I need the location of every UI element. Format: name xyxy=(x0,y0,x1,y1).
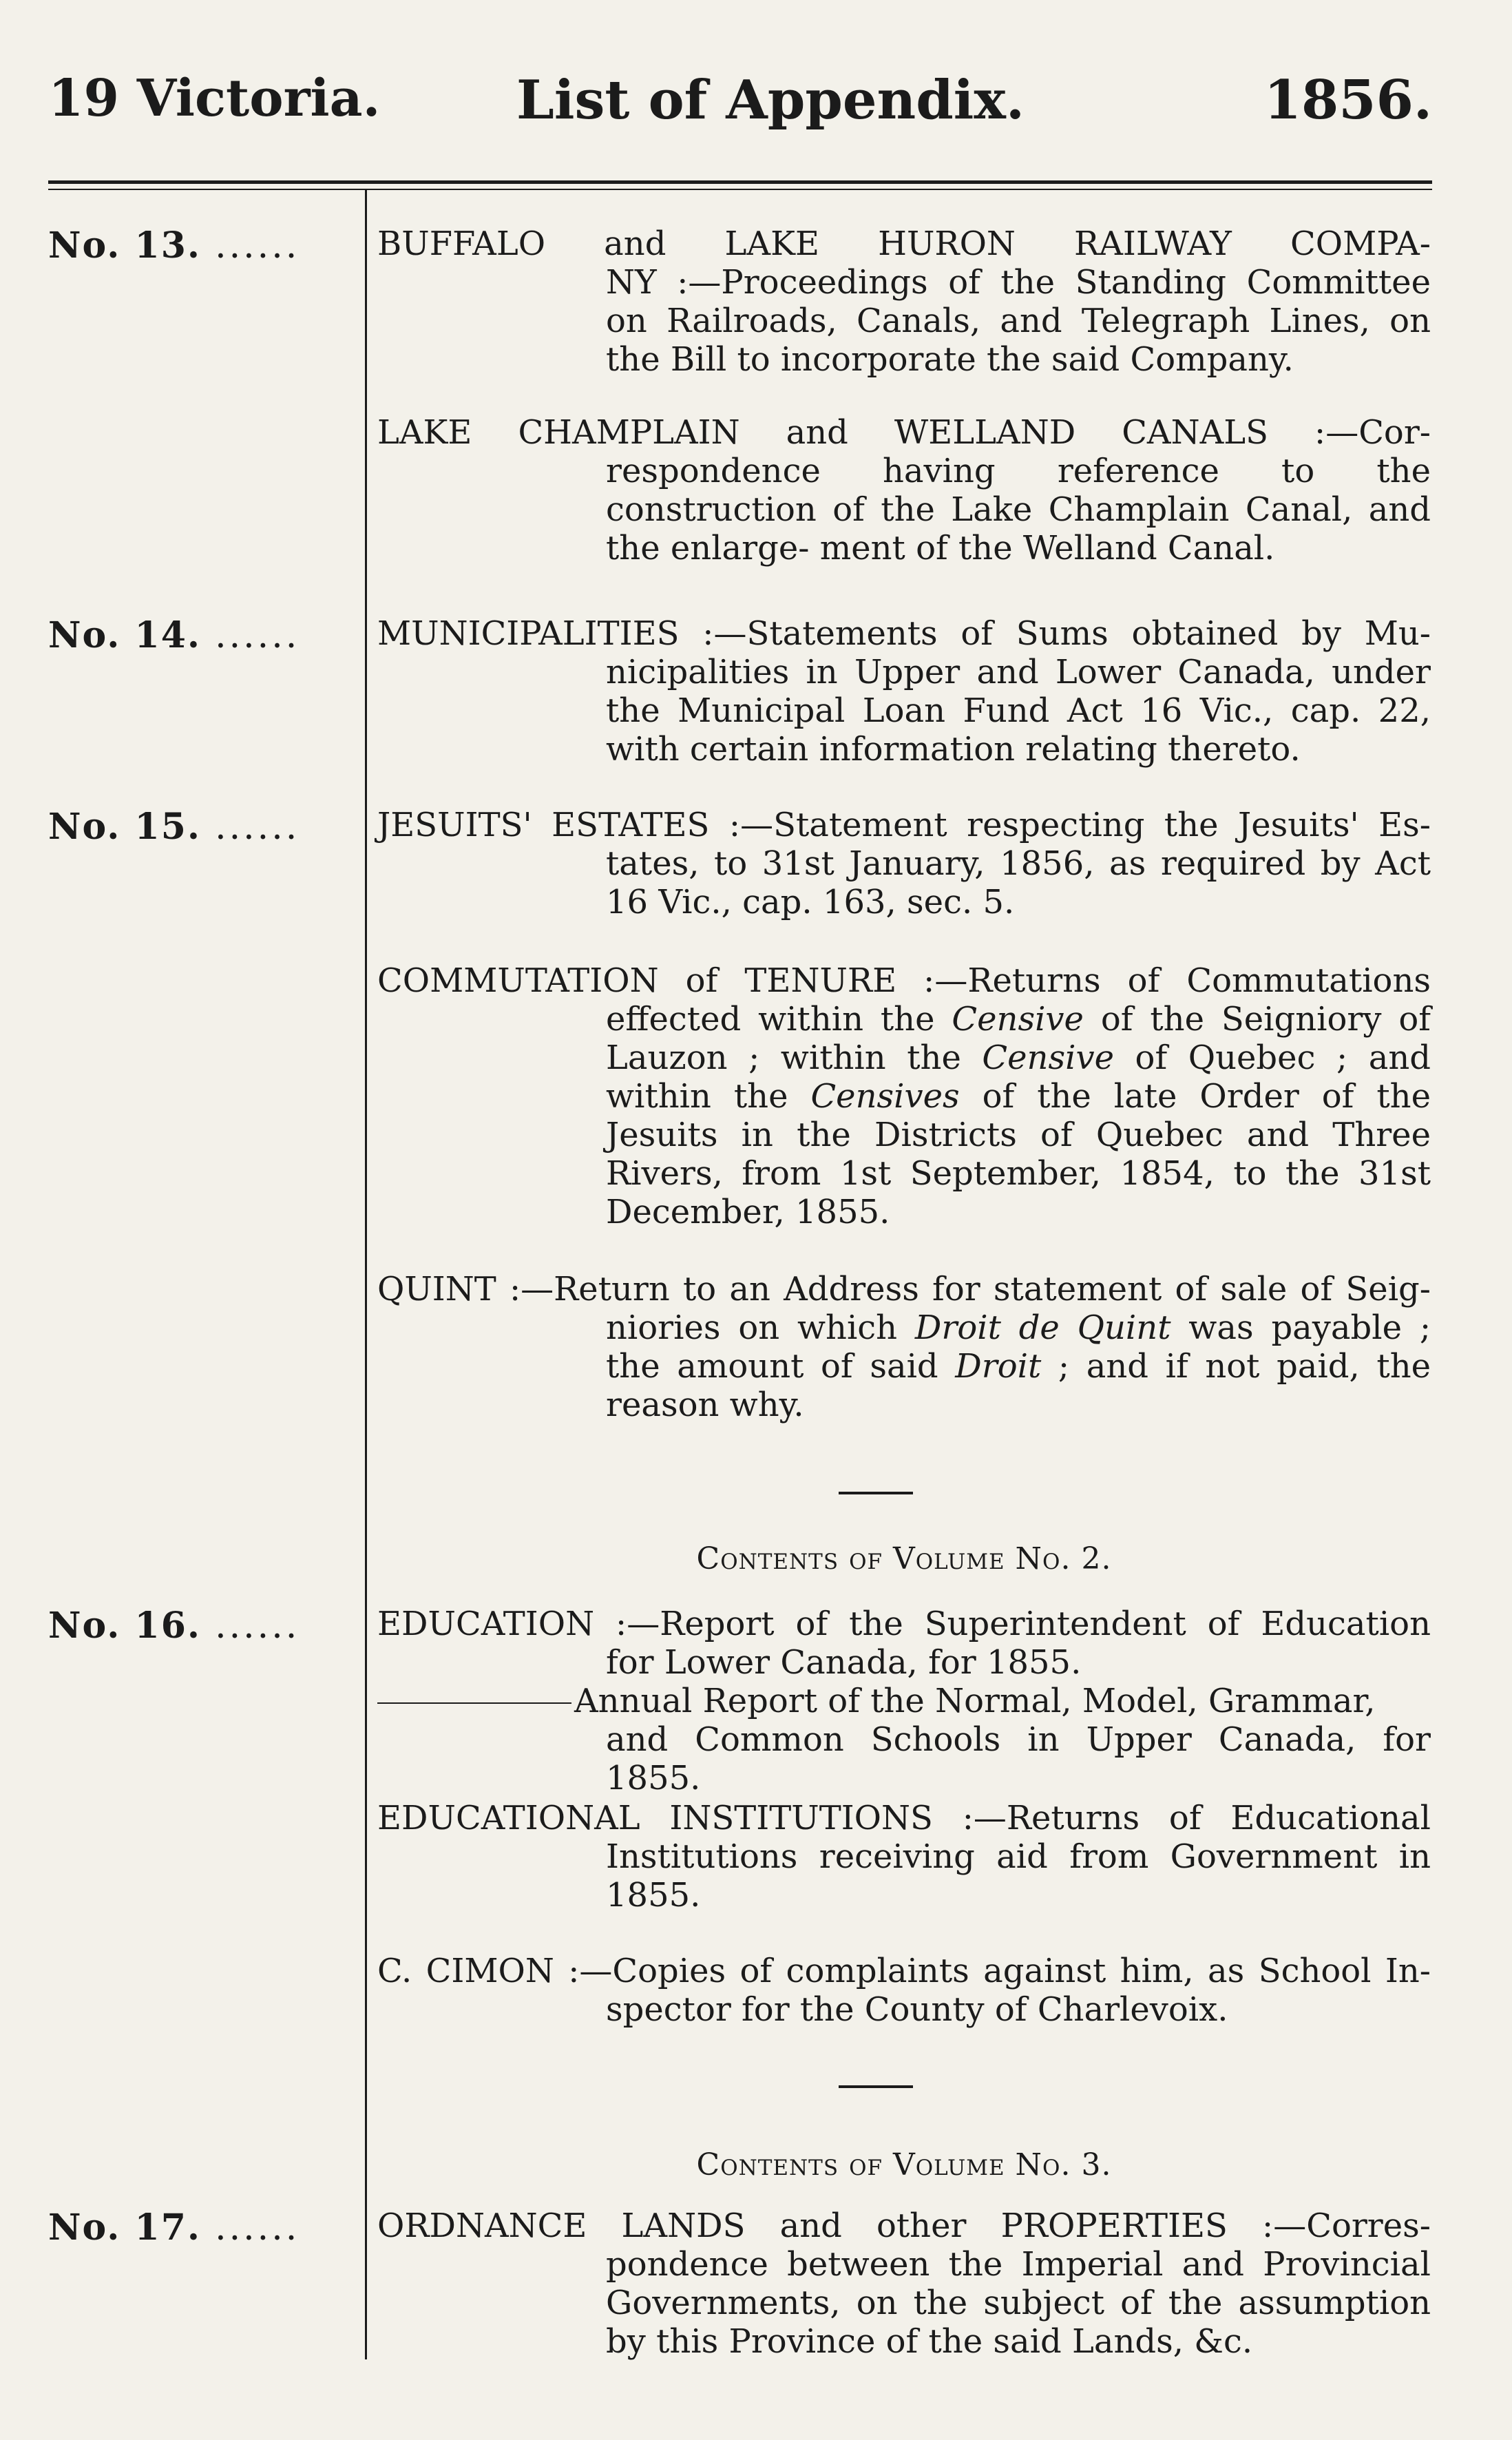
header-rule-thin xyxy=(48,189,1432,190)
leader-dots: ...... xyxy=(215,1605,300,1647)
leader-dots: ...... xyxy=(215,806,300,848)
entry-second-continuation: and Common Schools in Upper Canada, for 1855. xyxy=(606,1720,1431,1797)
entry-first-line: ORDNANCE LANDS and other PROPERTIES :—Corres- xyxy=(377,2207,1431,2245)
ditto-dash xyxy=(377,1702,571,1704)
entry-second-first-line: Annual Report of the Normal, Model, Grammar, xyxy=(574,1682,1376,1720)
entry-first-line: MUNICIPALITIES :—Statements of Sums obtained by Mu- xyxy=(377,614,1431,653)
leader-dots: ...... xyxy=(215,225,300,267)
entry-ordnance-lands xyxy=(377,2207,1431,2361)
appendix-number xyxy=(48,225,365,267)
appendix-number-label: No. 16. xyxy=(48,1605,201,1647)
entry-education xyxy=(377,1605,1431,1797)
ditto-line xyxy=(377,1682,1431,1720)
section-separator xyxy=(839,2085,913,2088)
appendix-number-label: No. 13. xyxy=(48,225,201,267)
entry-buffalo-lake-huron xyxy=(377,225,1431,379)
italic-term: Censive xyxy=(952,1000,1084,1039)
entry-municipalities xyxy=(377,614,1431,769)
text-run: of Quebec ; and within the xyxy=(606,1039,1431,1116)
entry-first-line: EDUCATION :—Report of the Superintendent of Education xyxy=(377,1605,1431,1643)
entry-continuation: for Lower Canada, for 1855. xyxy=(606,1643,1082,1682)
entry-continuation: Institutions receiving aid from Government in 1855. xyxy=(606,1837,1431,1915)
appendix-number-label: No. 17. xyxy=(48,2207,201,2249)
appendix-number xyxy=(48,2207,365,2249)
appendix-number-label: No. 15. xyxy=(48,806,201,848)
italic-term: Droit xyxy=(955,1347,1042,1386)
text-run: ; and if not paid, the reason why. xyxy=(606,1347,1431,1424)
header-title: List of Appendix. xyxy=(516,69,1025,132)
entry-continuation xyxy=(606,1308,1431,1424)
entry-lake-champlain-welland xyxy=(377,413,1431,567)
entry-first-line: C. CIMON :—Copies of complaints against him, as School In- xyxy=(377,1952,1431,1990)
entry-continuation: tates, to 31st January, 1856, as required by Act 16 Vic., cap. 163, sec. 5. xyxy=(606,844,1431,921)
text-run: effected within the xyxy=(606,1000,952,1039)
appendix-number xyxy=(48,614,365,656)
entry-continuation: NY :—Proceedings of the Standing Committee on Railroads, Canals, and Telegraph Lines, on the Bill to incorporate the said Company. xyxy=(606,263,1431,379)
text-run: was payable ; the amount of said xyxy=(606,1308,1431,1386)
column-divider xyxy=(365,190,367,2359)
leader-dots: ...... xyxy=(215,615,300,656)
appendix-number xyxy=(48,1605,365,1647)
header-session: 19 Victoria. xyxy=(48,69,381,128)
header-year: 1856. xyxy=(1263,69,1432,132)
entry-first-line: EDUCATIONAL INSTITUTIONS :—Returns of Educational xyxy=(377,1799,1431,1837)
entry-continuation: spector for the County of Charlevoix. xyxy=(606,1990,1228,2029)
entry-c-cimon xyxy=(377,1952,1431,2029)
entry-continuation: pondence between the Imperial and Provincial Governments, on the subject of the assumption by this Province of the said Lands, &c. xyxy=(606,2245,1431,2361)
entry-jesuits-estates xyxy=(377,806,1431,921)
text-run: of the late Order of the Jesuits in the Districts of Quebec and Three Rivers, from 1st September, 1854, to the 31st December, 1855. xyxy=(606,1077,1431,1231)
italic-term: Droit de Quint xyxy=(914,1308,1171,1347)
appendix-number xyxy=(48,806,365,848)
page-header xyxy=(41,69,1432,145)
entry-quint xyxy=(377,1270,1431,1424)
entry-first-line: COMMUTATION of TENURE :—Returns of Commutations xyxy=(377,961,1431,1000)
entry-continuation xyxy=(606,1000,1431,1231)
entry-continuation: nicipalities in Upper and Lower Canada, under the Municipal Loan Fund Act 16 Vic., cap. 22, with certain information relating thereto. xyxy=(606,653,1431,769)
volume-heading: Contents of Volume No. 3. xyxy=(696,2147,1112,2182)
appendix-number-label: No. 14. xyxy=(48,614,201,656)
entry-first-line: JESUITS' ESTATES :—Statement respecting the Jesuits' Es- xyxy=(377,806,1431,844)
text-run: niories on which xyxy=(606,1308,915,1347)
entry-first-line: BUFFALO and LAKE HURON RAILWAY COMPA- xyxy=(377,225,1431,263)
volume-heading: Contents of Volume No. 2. xyxy=(696,1541,1112,1576)
entry-commutation-of-tenure xyxy=(377,961,1431,1231)
italic-term: Censive xyxy=(982,1039,1114,1077)
header-rule-thick xyxy=(48,180,1432,184)
section-separator xyxy=(839,1492,913,1494)
entry-continuation: respondence having reference to the construction of the Lake Champlain Canal, and the enlarge- ment of the Welland Canal. xyxy=(606,452,1431,567)
leader-dots: ...... xyxy=(215,2207,300,2249)
italic-term: Censives xyxy=(810,1077,960,1116)
entry-educational-institutions xyxy=(377,1799,1431,1915)
entry-first-line: QUINT :—Return to an Address for statement of sale of Seig- xyxy=(377,1270,1431,1308)
text-run: of the Seigniory of Lauzon ; within the xyxy=(606,1000,1431,1077)
entry-first-line: LAKE CHAMPLAIN and WELLAND CANALS :—Cor- xyxy=(377,413,1431,452)
